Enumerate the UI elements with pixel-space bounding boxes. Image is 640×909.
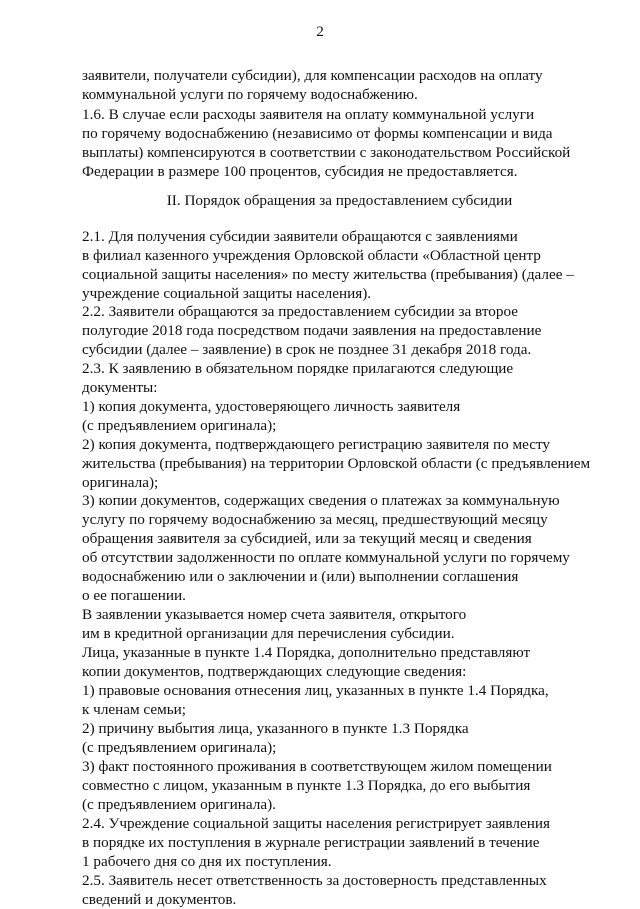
paragraph-2-3: 2.3. К заявлению в обязательном порядке прилагаются следующие документы: (82, 360, 514, 396)
paragraph-2-4: 2.4. Учреждение социальной защиты населения регистрирует заявления в порядке их поступления в журнале регистрации заявлений в течение 1 рабочего дня со дня их поступления. (82, 815, 550, 870)
paragraph-persons-1-4: Лица, указанные в пункте 1.4 Порядка, дополнительно представляют копии документов, подтверждающих следующие сведения: (82, 644, 531, 680)
list-item-2-3-2: 2) копия документа, подтверждающего регистрацию заявителя по месту жительства (пребывания) на территории Орловской области (с предъявлением оригинала); (82, 436, 591, 491)
list-item-persons-2: 2) причину выбытия лица, указанного в пункте 1.3 Порядка (с предъявлением оригинала); (82, 720, 469, 756)
paragraph-2-5: 2.5. Заявитель несет ответственность за достоверность представленных сведений и документов. (82, 872, 547, 908)
section-heading: II. Порядок обращения за предоставлением субсидии (166, 192, 513, 209)
list-item-2-3-3: 3) копии документов, содержащих сведения о платежах за коммунальную услугу по горячему водоснабжению за месяц, предшествующий месяцу обращения заявителя за субсидией, или за текущий месяц и сведения об отсутствии задолженности по оплате коммунальной услуги по горячему водоснабжению или о заключении и (или) выполнении соглашения о ее погашении. (82, 492, 570, 604)
list-item-persons-3: 3) факт постоянного проживания в соответствующем жилом помещении совместно с лицом, указанным в пункте 1.3 Порядка, до его выбытия (с предъявлением оригинала). (82, 758, 552, 813)
list-item-2-3-1: 1) копия документа, удостоверяющего личность заявителя (с предъявлением оригинала); (82, 398, 461, 434)
page-number: 2 (316, 23, 324, 40)
paragraph-account-number: В заявлении указывается номер счета заявителя, открытого им в кредитной организации для перечисления субсидии. (82, 606, 467, 642)
paragraph-2-1: 2.1. Для получения субсидии заявители обращаются с заявлениями в филиал казенного учреждения Орловской области «Областной центр социальной защиты населения» по месту жительства (пребывания) (далее – учреждение социальной защиты населения). (82, 228, 574, 302)
paragraph-1-6: 1.6. В случае если расходы заявителя на оплату коммунальной услуги по горячему водоснабжению (независимо от формы компенсации и вида выплаты) компенсируются в соответствии с законодательством Российской Федерации в размере 100 процентов, субсидия не предоставляется. (82, 106, 571, 180)
list-item-persons-1: 1) правовые основания отнесения лиц, указанных в пункте 1.4 Порядка, к членам семьи; (82, 682, 549, 718)
paragraph-2-2: 2.2. Заявители обращаются за предоставлением субсидии за второе полугодие 2018 года посредством подачи заявления на предоставление субсидии (далее – заявление) в срок не позднее 31 декабря 2018 года. (82, 303, 542, 358)
paragraph-intro-continuation: заявители, получатели субсидии), для компенсации расходов на оплату коммунальной услуги по горячему водоснабжению. (82, 67, 543, 103)
